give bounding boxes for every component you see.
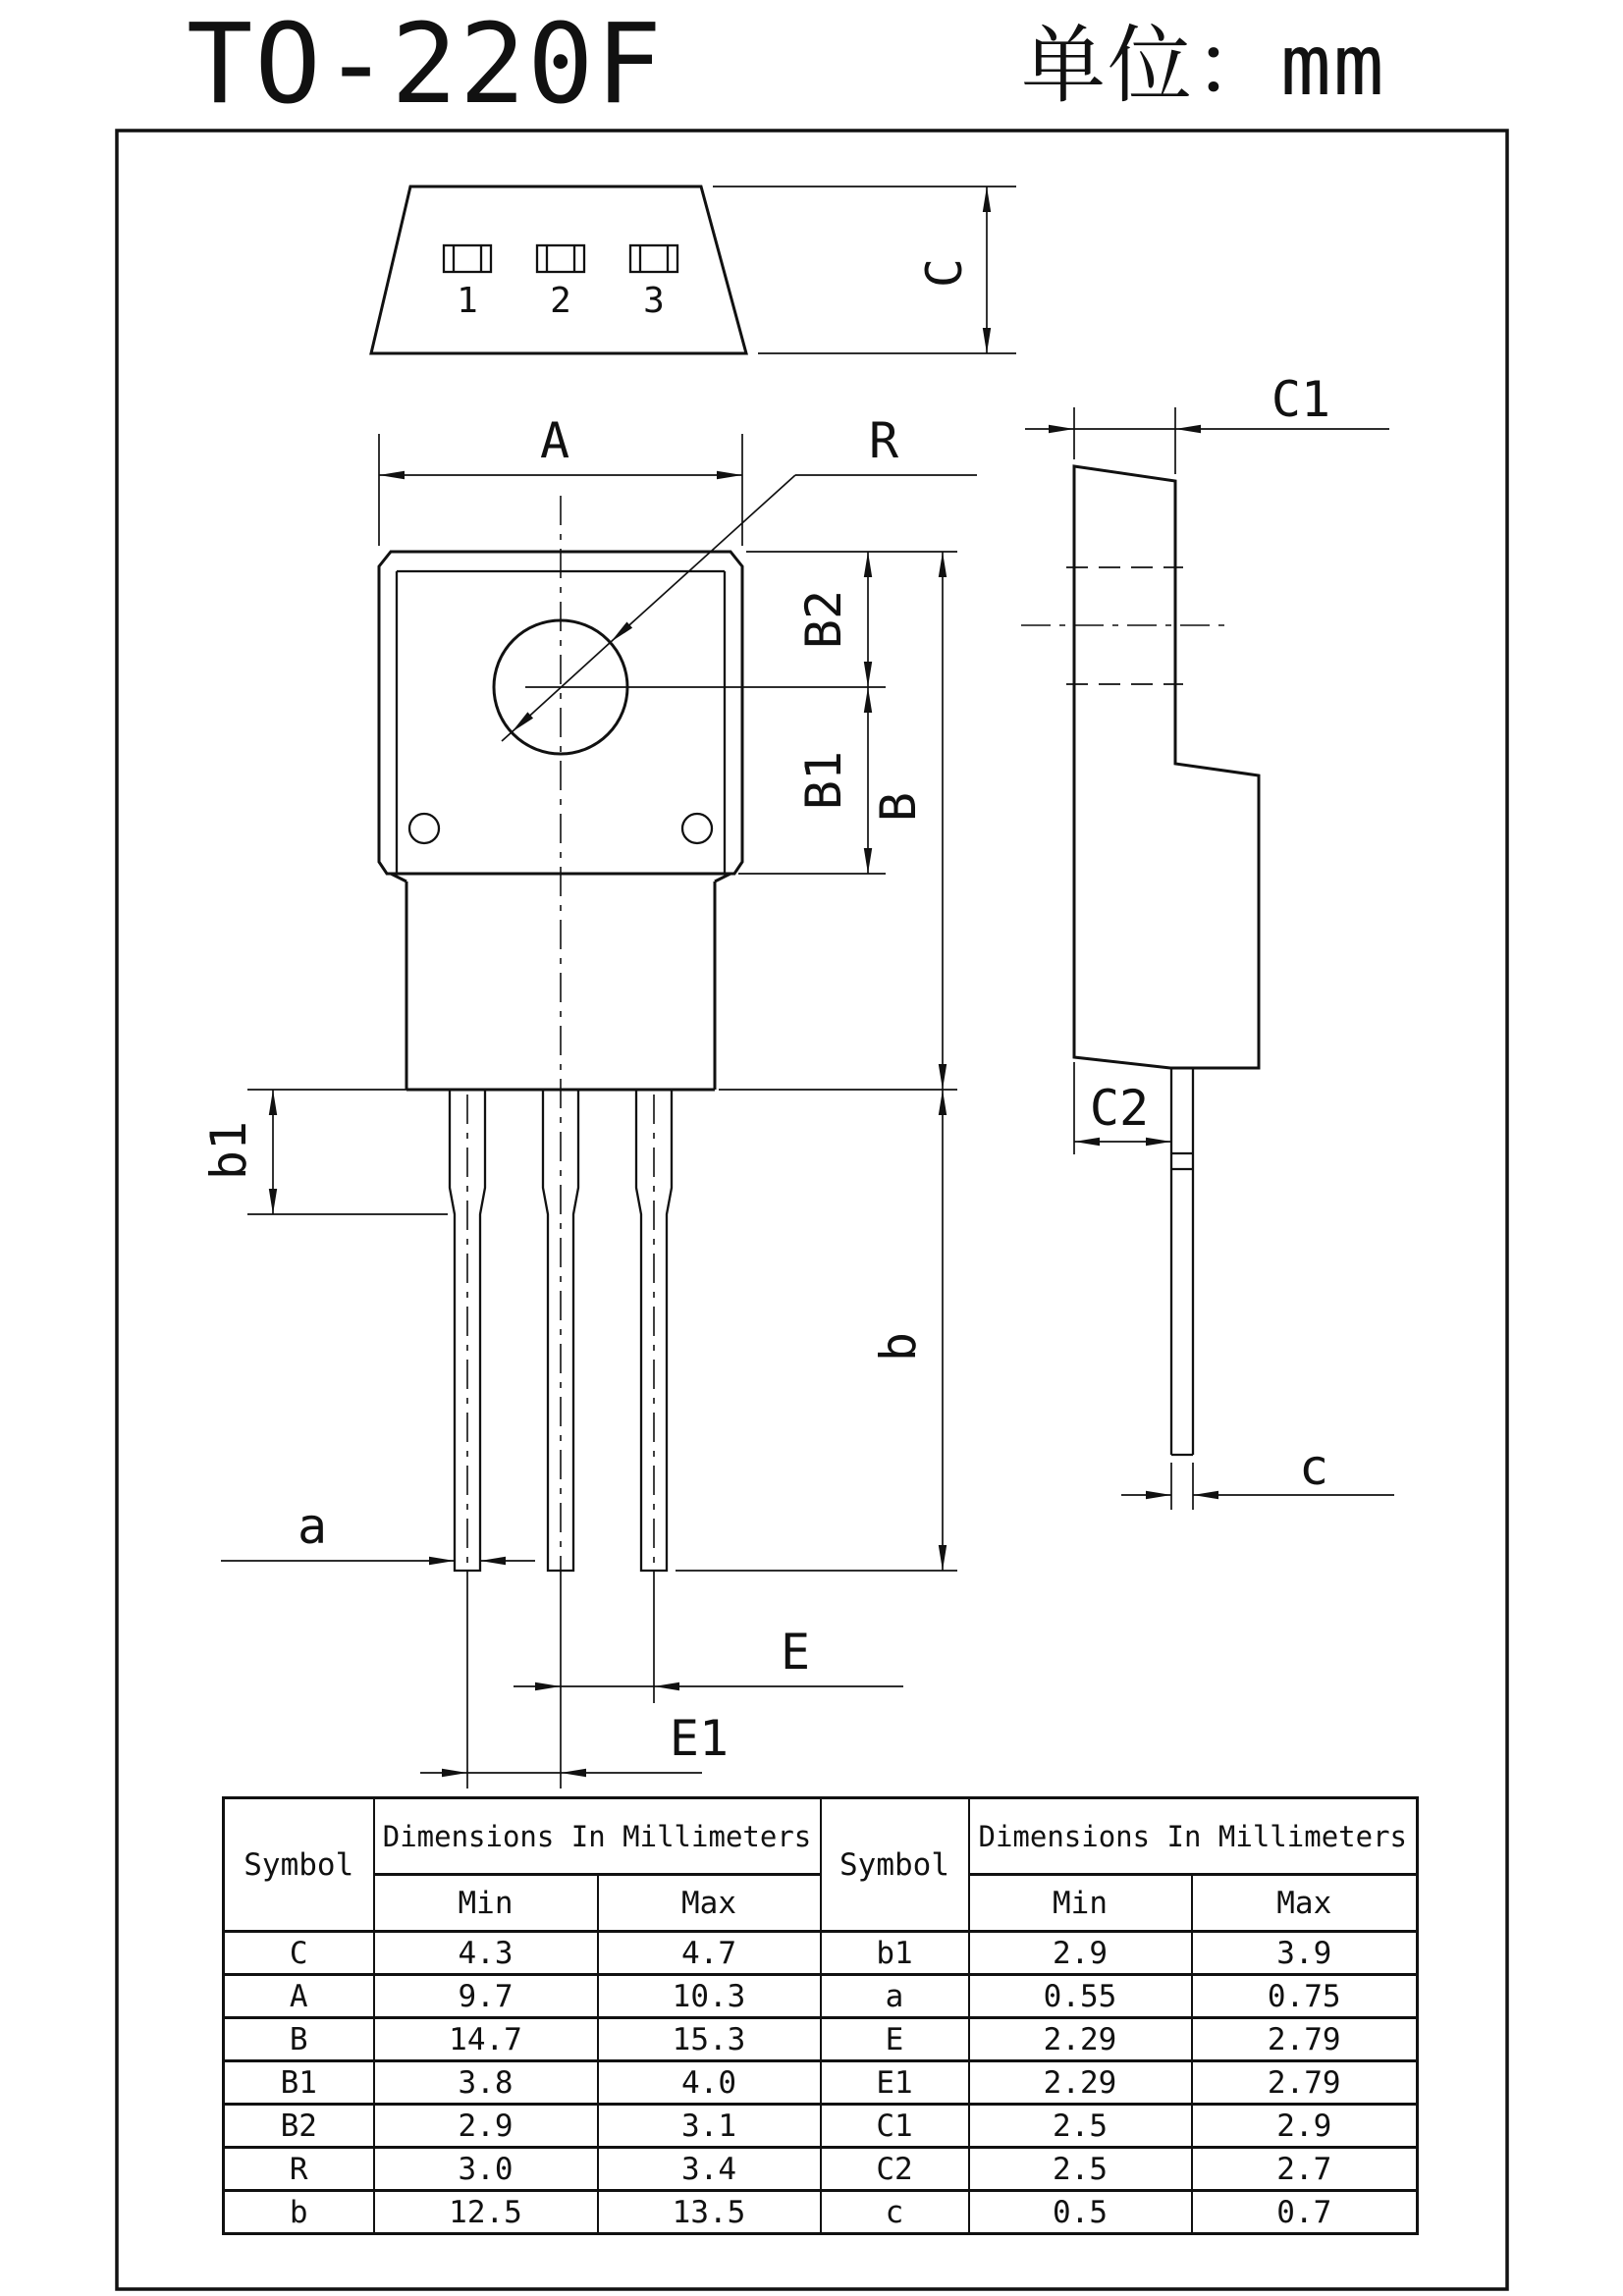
dim-a-label: A: [539, 412, 570, 469]
cell-max: 15.3: [598, 2018, 821, 2061]
cell-max: 2.79: [1192, 2018, 1418, 2061]
table-row: [224, 2018, 1418, 2061]
cell-symbol: C1: [821, 2105, 969, 2148]
cell-symbol: C2: [821, 2148, 969, 2191]
package-top-outline: [371, 187, 746, 353]
dim-a-lower-label: a: [297, 1498, 328, 1555]
dim-b1-lower: [200, 1090, 448, 1214]
dim-c1: [1025, 371, 1389, 474]
table-row: [224, 2148, 1418, 2191]
cell-symbol: E: [821, 2018, 969, 2061]
cell-min: 2.5: [969, 2105, 1192, 2148]
max-header-right: Max: [1192, 1875, 1418, 1932]
cell-min: 3.8: [374, 2061, 598, 2105]
dim-e1-label: E1: [669, 1710, 730, 1767]
dim-b-lower: [676, 1090, 957, 1571]
cell-min: 2.29: [969, 2018, 1192, 2061]
cell-max: 0.7: [1192, 2191, 1418, 2234]
cell-max: 2.9: [1192, 2105, 1418, 2148]
cell-max: 13.5: [598, 2191, 821, 2234]
pin3-section: [630, 245, 677, 321]
cell-max: 4.7: [598, 1932, 821, 1975]
dimensions-table: [222, 1796, 1419, 2235]
cell-symbol: a: [821, 1975, 969, 2018]
dim-a-lower: [221, 1498, 535, 1561]
cell-max: 0.75: [1192, 1975, 1418, 2018]
dim-b1-lower-label: b1: [200, 1120, 257, 1181]
cell-max: 10.3: [598, 1975, 821, 2018]
cell-min: 2.5: [969, 2148, 1192, 2191]
cell-symbol: R: [224, 2148, 374, 2191]
pin3-label: 3: [643, 281, 665, 321]
pin2-section: [537, 245, 584, 321]
cell-symbol: B1: [224, 2061, 374, 2105]
top-view: [371, 187, 1016, 353]
cell-min: 2.9: [374, 2105, 598, 2148]
table-row: [224, 2061, 1418, 2105]
dims-header-right: Dimensions In Millimeters: [969, 1798, 1418, 1875]
cell-symbol: C: [224, 1932, 374, 1975]
dims-header-left: Dimensions In Millimeters: [374, 1798, 821, 1875]
dim-c2-label: C2: [1089, 1080, 1150, 1137]
max-header-left: Max: [598, 1875, 821, 1932]
min-header-left: Min: [374, 1875, 598, 1932]
dim-b1-upper-label: B1: [795, 750, 852, 811]
table-row: [224, 2105, 1418, 2148]
table-row: [224, 1975, 1418, 2018]
dim-e: [514, 1624, 903, 1686]
cell-symbol: B: [224, 2018, 374, 2061]
symbol-header-left: Symbol: [224, 1798, 374, 1932]
dim-a: [379, 412, 742, 546]
dim-c2: [1074, 1062, 1171, 1154]
cell-min: 9.7: [374, 1975, 598, 2018]
small-hole-left: [409, 814, 439, 843]
dim-e1: [420, 1710, 729, 1773]
cell-min: 2.9: [969, 1932, 1192, 1975]
dimension-table: [222, 1796, 1416, 2235]
small-hole-right: [682, 814, 712, 843]
dim-b1-upper: [738, 687, 886, 874]
cell-min: 12.5: [374, 2191, 598, 2234]
cell-max: 3.4: [598, 2148, 821, 2191]
cell-max: 2.79: [1192, 2061, 1418, 2105]
dim-b-upper-label: B: [870, 791, 927, 823]
table-row: [224, 1932, 1418, 1975]
dim-e-label: E: [780, 1624, 811, 1681]
cell-min: 0.55: [969, 1975, 1192, 2018]
pin1-section: [444, 245, 491, 321]
cell-min: 14.7: [374, 2018, 598, 2061]
cell-symbol: c: [821, 2191, 969, 2234]
cell-max: 3.1: [598, 2105, 821, 2148]
cell-symbol: A: [224, 1975, 374, 2018]
cell-symbol: b: [224, 2191, 374, 2234]
table-row: [224, 2191, 1418, 2234]
cell-symbol: B2: [224, 2105, 374, 2148]
front-view: [200, 412, 977, 1789]
cell-max: 2.7: [1192, 2148, 1418, 2191]
dim-r-label: R: [868, 412, 899, 469]
cell-symbol: b1: [821, 1932, 969, 1975]
dim-c-label: C: [916, 257, 973, 289]
cell-min: 2.29: [969, 2061, 1192, 2105]
cell-max: 3.9: [1192, 1932, 1418, 1975]
cell-max: 4.0: [598, 2061, 821, 2105]
side-outline: [1074, 466, 1259, 1068]
cell-min: 4.3: [374, 1932, 598, 1975]
cell-symbol: E1: [821, 2061, 969, 2105]
dim-b-lower-label: b: [870, 1331, 927, 1362]
symbol-header-right: Symbol: [821, 1798, 969, 1932]
cell-min: 3.0: [374, 2148, 598, 2191]
dim-c-lower: [1121, 1439, 1394, 1510]
cell-min: 0.5: [969, 2191, 1192, 2234]
dim-r: [502, 412, 977, 741]
dim-c-lower-label: c: [1298, 1439, 1329, 1496]
pin2-label: 2: [550, 281, 571, 321]
min-header-right: Min: [969, 1875, 1192, 1932]
side-view: [1021, 371, 1394, 1510]
side-lead: [1171, 1068, 1193, 1455]
unit-label: 单位：mm: [1021, 17, 1386, 115]
drawing-header: [187, 1, 1386, 129]
dim-c: [713, 187, 1016, 353]
pin1-label: 1: [457, 281, 478, 321]
dim-b2-label: B2: [795, 589, 852, 650]
package-title: TO-220F: [187, 1, 665, 129]
dim-c1-label: C1: [1271, 371, 1331, 428]
